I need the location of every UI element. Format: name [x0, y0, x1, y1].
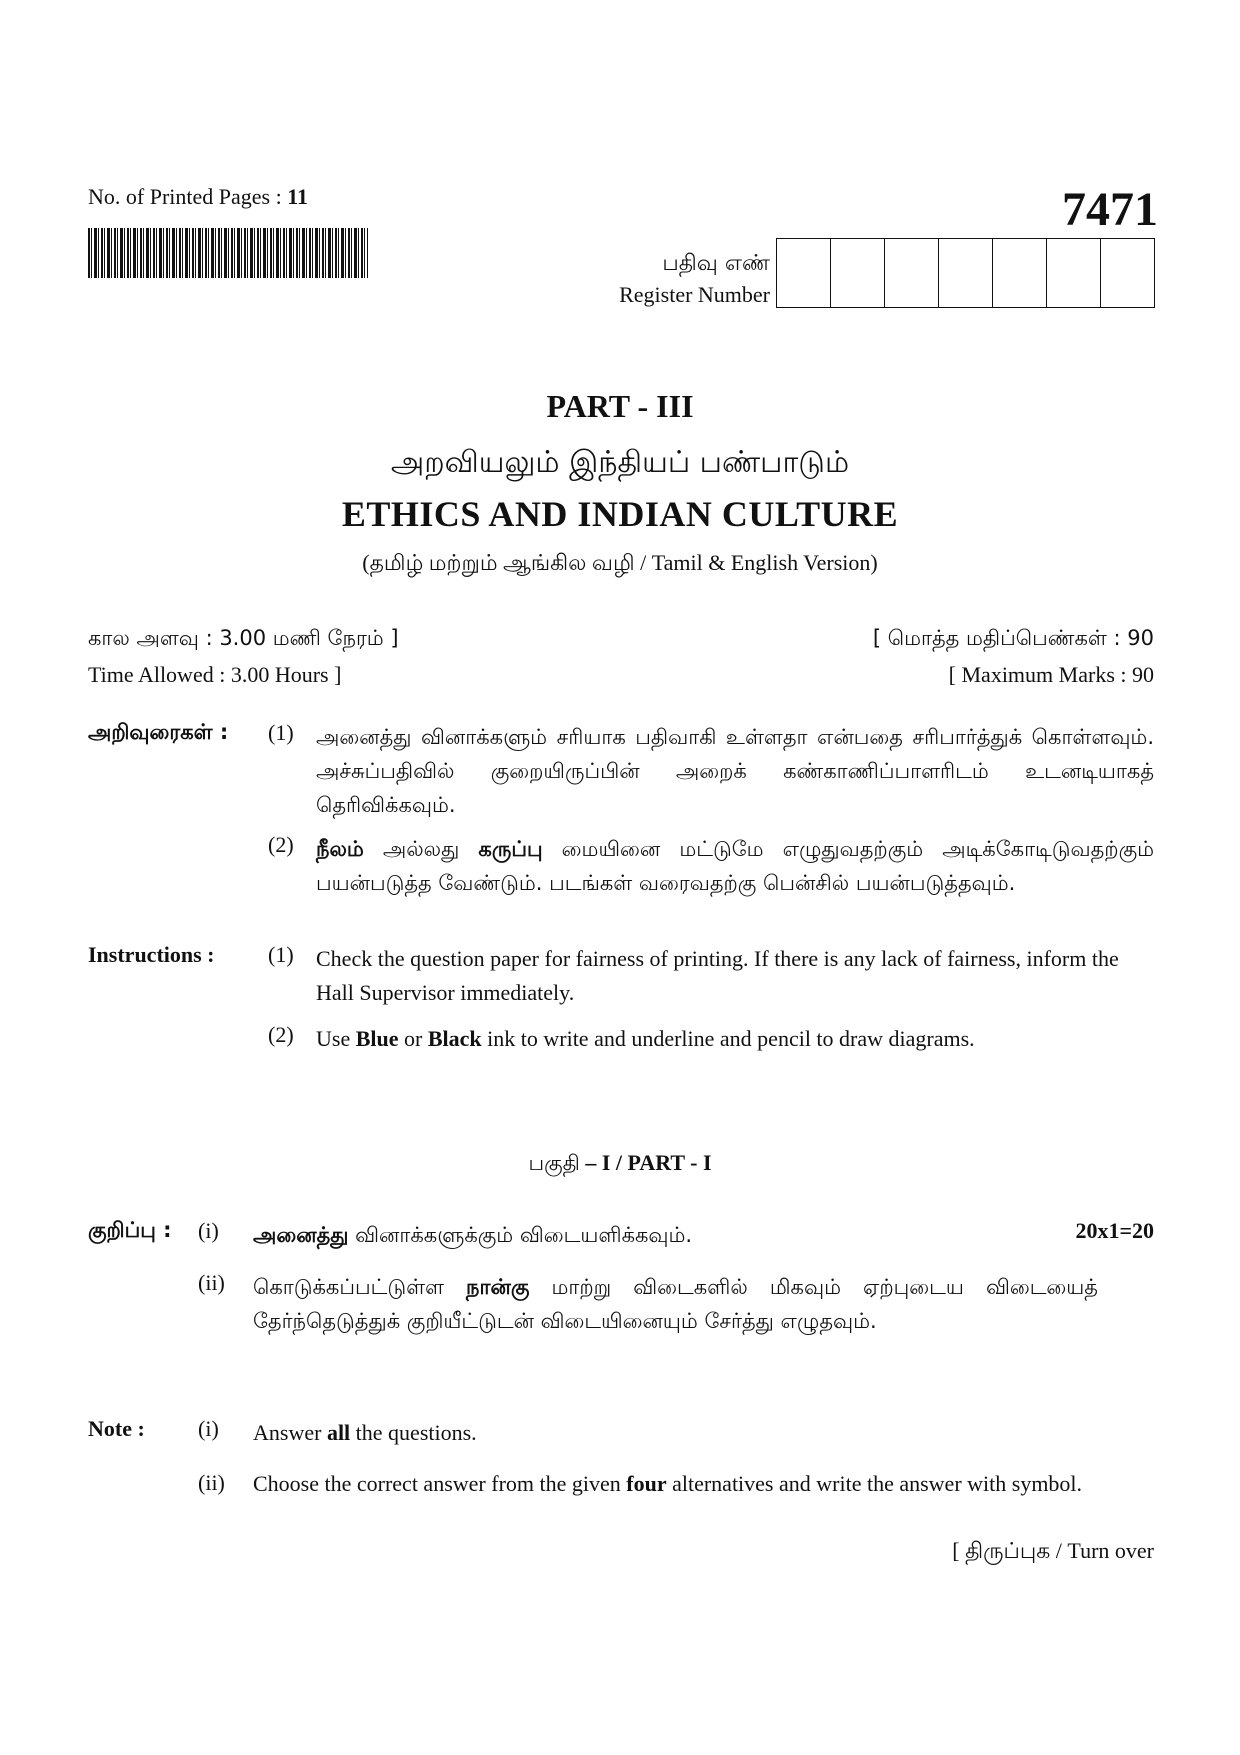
barcode: [88, 228, 368, 278]
version-line: (தமிழ் மற்றும் ஆங்கில வழி / Tamil & English Version): [362, 550, 878, 575]
note-tamil-2: [88, 1270, 1154, 1338]
notes-tamil: [88, 1218, 1154, 1338]
note-number: (ii): [198, 1270, 225, 1295]
printed-pages-value: 11: [287, 184, 308, 209]
instruction-text: நீலம் அல்லது கருப்பு மையினை மட்டுமே எழுதுவதற்கும் அடிக்கோடிடுவதற்கும் பயன்படுத்த வேண்டும். படங்கள் வரைவதற்கு பென்சில் பயன்படுத்தவும்.: [316, 837, 1155, 895]
note-text: கொடுக்கப்பட்டுள்ள நான்கு மாற்று விடைகளில் மிகவும் ஏற்புடைய விடையைத் தேர்ந்தெடுத்துக் குறியீட்டுடன் விடையினையும் சேர்த்து எழுதவும்.: [253, 1275, 1098, 1333]
printed-pages: [88, 184, 308, 210]
register-digit-box[interactable]: [1047, 239, 1101, 307]
marks-english: [ Maximum Marks : 90: [948, 662, 1154, 687]
instruction-tamil-1: [88, 720, 1154, 822]
instruction-text: Check the question paper for fairness of printing. If there is any lack of fairness, inform the Hall Supervisor immediately.: [316, 946, 1119, 1005]
time-marks-english: [88, 662, 1154, 688]
instruction-number: (2): [268, 1022, 294, 1047]
instruction-number: (1): [268, 942, 294, 967]
part1-heading-tamil: பகுதி: [528, 1151, 580, 1175]
instruction-english-1: [88, 942, 1154, 1010]
register-digit-box[interactable]: [777, 239, 831, 307]
note-text: Choose the correct answer from the given four alternatives and write the answer with symbol.: [253, 1471, 1083, 1496]
instructions-tamil-label: அறிவுரைகள் :: [88, 720, 229, 744]
part1-heading-english: – I / PART - I: [579, 1150, 712, 1175]
note-tamil-label: குறிப்பு :: [88, 1218, 172, 1242]
register-digit-box[interactable]: [1101, 239, 1154, 307]
bold-black: கருப்பு: [478, 837, 543, 861]
part1-heading: [0, 1150, 1240, 1178]
note-english-label: Note :: [88, 1416, 145, 1441]
instruction-text: Use Blue or Black ink to write and underline and pencil to draw diagrams.: [316, 1026, 975, 1051]
instructions-english-label: Instructions :: [88, 942, 215, 967]
register-digit-box[interactable]: [885, 239, 939, 307]
note-tamil-1: [88, 1218, 1154, 1252]
note-english-2: [88, 1470, 1154, 1498]
paper-code: 7471: [1062, 183, 1158, 236]
register-number-boxes[interactable]: [776, 238, 1155, 308]
note-english-1: [88, 1416, 1154, 1450]
instruction-tamil-2: [88, 832, 1154, 900]
instructions-tamil: [88, 720, 1154, 900]
printed-pages-label: No. of Printed Pages :: [88, 184, 282, 209]
marks-tamil: [ மொத்த மதிப்பெண்கள் : 90: [872, 626, 1154, 650]
english-title: ETHICS AND INDIAN CULTURE: [341, 494, 899, 534]
time-english: Time Allowed : 3.00 Hours ]: [88, 662, 342, 687]
register-digit-box[interactable]: [993, 239, 1047, 307]
note-text: Answer all the questions.: [253, 1420, 477, 1445]
instruction-number: (2): [268, 832, 294, 857]
register-digit-box[interactable]: [939, 239, 993, 307]
register-label: [619, 248, 770, 310]
note-text: அனைத்து வினாக்களுக்கும் விடையளிக்கவும்.: [253, 1223, 693, 1247]
instruction-text: அனைத்து வினாக்களும் சரியாக பதிவாகி உள்ளதா என்பதை சரிபார்த்துக் கொள்ளவும். அச்சுப்பதிவில் குறையிருப்பின் அறைக் கண்காணிப்பாளரிடம் உடனடியாகத் தெரிவிக்கவும்.: [316, 725, 1154, 817]
instruction-number: (1): [268, 720, 294, 745]
instruction-english-2: [88, 1022, 1154, 1056]
note-number: (i): [198, 1218, 219, 1243]
time-tamil: கால அளவு : 3.00 மணி நேரம் ]: [88, 626, 399, 650]
register-label-english: Register Number: [619, 282, 770, 307]
turn-over: [ திருப்புக / Turn over: [952, 1538, 1154, 1563]
bold-blue: நீலம்: [316, 837, 364, 861]
note-number: (i): [198, 1416, 219, 1441]
marks-scheme: 20x1=20: [1075, 1218, 1154, 1243]
notes-english: [88, 1416, 1154, 1498]
register-label-tamil: பதிவு எண்: [662, 251, 770, 276]
part-heading: PART - III: [546, 388, 694, 424]
register-digit-box[interactable]: [831, 239, 885, 307]
tamil-title: அறவியலும் இந்தியப் பண்பாடும்: [390, 445, 850, 480]
instructions-english: [88, 942, 1154, 1056]
note-number: (ii): [198, 1470, 225, 1495]
time-marks-tamil: [88, 626, 1154, 653]
